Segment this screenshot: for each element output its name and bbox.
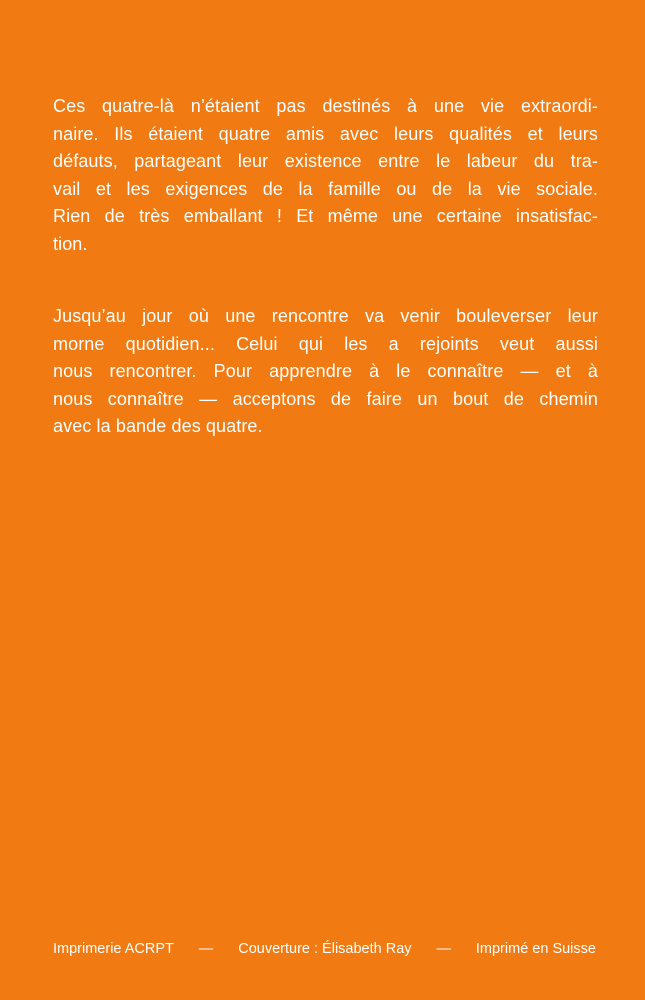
printer-credit: Imprimerie ACRPT <box>53 941 174 957</box>
paragraph-2 <box>53 303 598 441</box>
paragraph-line: tion. <box>53 233 88 254</box>
paragraph-line: avec la bande des quatre. <box>53 416 263 436</box>
separator: — <box>198 941 214 957</box>
separator: — <box>436 941 451 957</box>
paragraph-line: Jusqu’au jour où une rencontre va venir bouleverser leur <box>53 306 598 326</box>
paragraph-line: Rien de très emballant ! Et même une certaine insatisfac- <box>53 206 598 226</box>
paragraph-line: nous rencontrer. Pour apprendre à le connaître — et à <box>53 361 598 381</box>
paragraph-line: naire. Ils étaient quatre amis avec leurs qualités et leurs <box>53 123 598 144</box>
paragraph-gap <box>53 258 598 303</box>
printed-in: Imprimé en Suisse <box>475 941 596 957</box>
paragraph-line: nous connaître — acceptons de faire un bout de chemin <box>53 388 598 409</box>
paragraph-line: défauts, partageant leur existence entre le labeur du tra- <box>53 151 598 171</box>
blurb-text <box>53 93 598 441</box>
paragraph-1 <box>53 93 598 258</box>
paragraph-line: Ces quatre-là n’étaient pas destinés à une vie extraordi- <box>53 96 598 116</box>
paragraph-line: vail et les exigences de la famille ou de la vie sociale. <box>53 178 598 199</box>
paragraph-line: morne quotidien... Celui qui les a rejoints veut aussi <box>53 333 598 354</box>
cover-credit: Couverture : Élisabeth Ray <box>238 941 412 957</box>
colophon <box>53 940 596 958</box>
